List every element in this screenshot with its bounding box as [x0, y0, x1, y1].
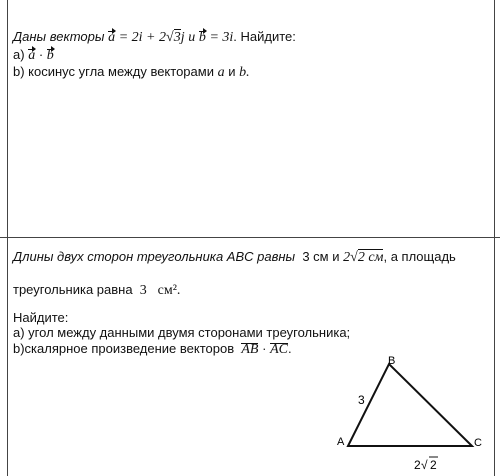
vertex-label-a: A [337, 436, 345, 448]
side-ac-label [414, 457, 438, 472]
sqrt-sign: √ [421, 458, 428, 472]
side-ac-rad: 2 [430, 458, 437, 472]
vector-a-small: a [28, 48, 36, 63]
task1-and: и [188, 30, 196, 45]
area-value: 3 [139, 283, 147, 298]
task2-side1: 3 см и [302, 249, 340, 264]
vector-b: b [198, 30, 206, 45]
vertex-label-c: C [474, 437, 482, 449]
item-b-and: и [228, 64, 236, 79]
vector-a: a [108, 30, 116, 45]
vector-ac: AC [270, 342, 288, 357]
vector-b-small: b [46, 48, 54, 63]
item-b-tail: . [287, 341, 292, 356]
task2-side2: 2√2 см [343, 250, 384, 265]
task1-eq1: = 2i + 2 [118, 30, 166, 45]
item-b-text: b) косинус угла между векторами [13, 64, 214, 79]
vector-ab: AB [241, 342, 259, 357]
side-ab-label: 3 [358, 393, 365, 407]
dot-operator-2: · [262, 341, 267, 356]
side-ac-coef: 2 [414, 458, 421, 472]
task1-eq2: = 3i [209, 30, 234, 45]
task2-area-tail: , а площадь [383, 249, 456, 264]
task1-j: j [180, 30, 185, 45]
area-line-text: треугольника равна [13, 282, 133, 297]
item-b-a: a [217, 65, 225, 80]
task2-intro: Длины двух сторон треугольника ABC равны [13, 249, 296, 264]
item-a-prefix: a) [13, 47, 25, 62]
task2-item-a: а) угол между данными двумя сторонами треугольника; [13, 325, 351, 340]
task1-find: . Найдите: [233, 29, 296, 44]
task1-intro: Даны векторы [13, 29, 105, 44]
vertex-label-b: B [388, 355, 396, 367]
task2-find: Найдите: [13, 310, 69, 325]
item-b-b: b. [239, 65, 250, 80]
sqrt-3: √3 [166, 30, 181, 45]
item-b-text2: b)скалярное произведение векторов [13, 341, 235, 356]
dot-operator: · [38, 47, 44, 62]
area-unit: см². [157, 283, 181, 298]
triangle-abc [348, 364, 472, 446]
